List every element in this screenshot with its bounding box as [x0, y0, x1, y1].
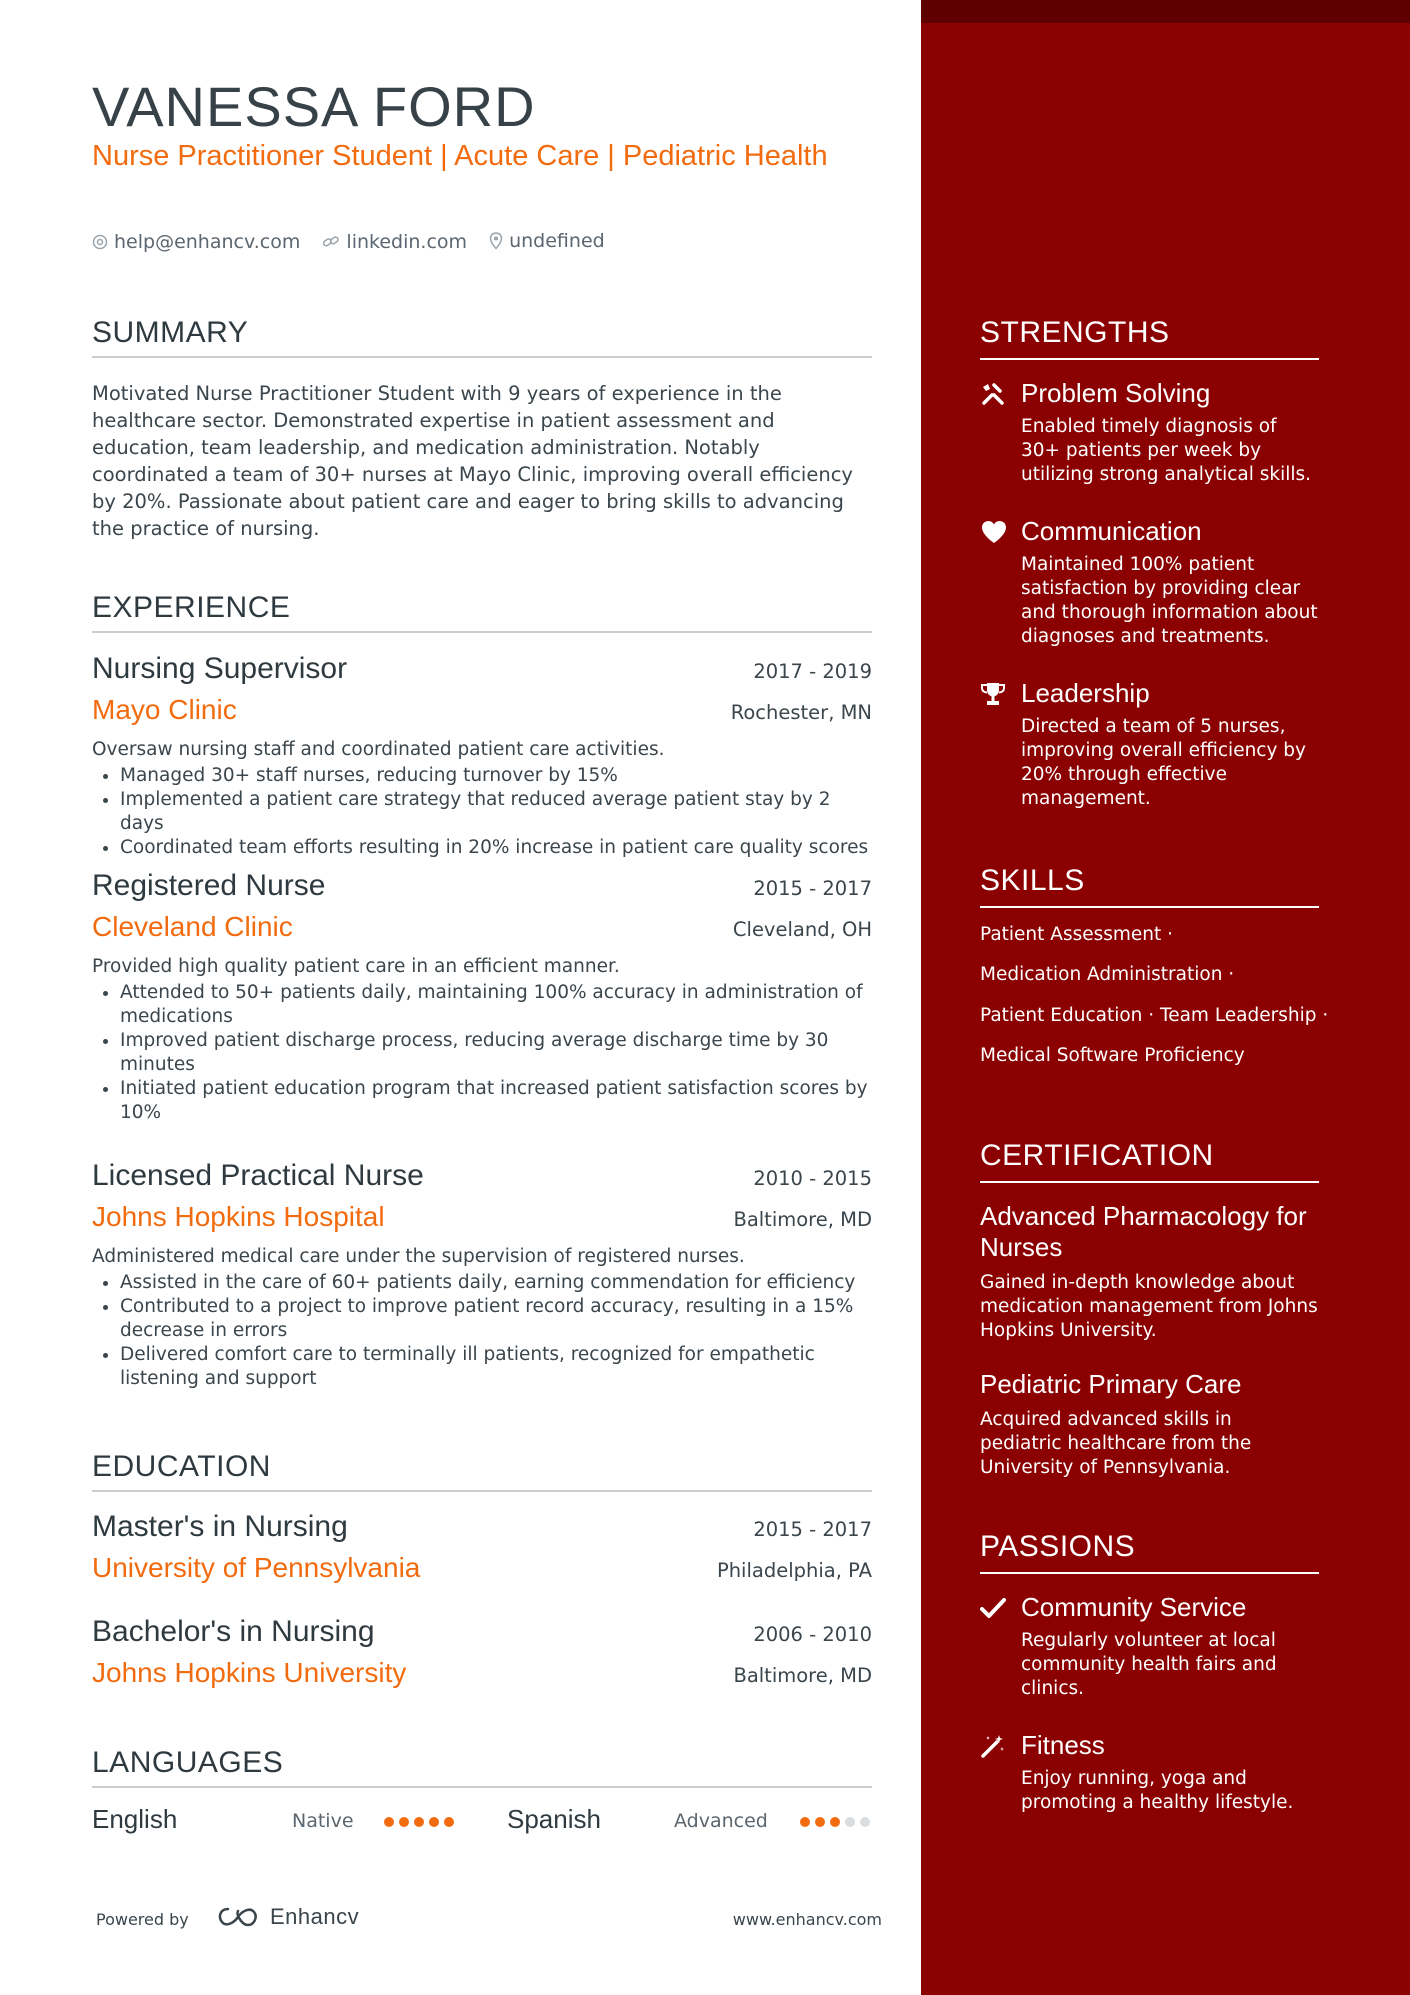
- job-company: Mayo Clinic: [92, 694, 237, 725]
- tools-icon: [980, 379, 1010, 409]
- powered-by-text: Powered by: [96, 1910, 189, 1929]
- rating-dot-empty: [845, 1817, 855, 1827]
- job-dates: 2017 - 2019: [753, 660, 872, 683]
- achievement-item: • Delivered comfort care to terminally ill patients, recognized for empathetic listening and support: [120, 1343, 872, 1391]
- skills-heading: SKILLS: [980, 864, 1319, 908]
- rating-dot-filled: [800, 1817, 810, 1827]
- achievement-item: • Managed 30+ staff nurses, reducing turnover by 15%: [120, 764, 872, 788]
- certification-description: Acquired advanced skills in pediatric healthcare from the University of Pennsylvania.: [980, 1409, 1252, 1478]
- achievement-item: • Coordinated team efforts resulting in 20% increase in patient care quality scores: [120, 836, 872, 860]
- trophy-icon: [980, 679, 1010, 709]
- strength-description: Directed a team of 5 nurses, improving overall efficiency by 20% through effective management.: [1021, 716, 1306, 809]
- languages-list: [92, 1804, 872, 1840]
- passion-item: [980, 1730, 1319, 1815]
- certification-description: Gained in-depth knowledge about medication management from Johns Hopkins University.: [980, 1272, 1318, 1341]
- passion-item: [980, 1592, 1319, 1701]
- job-achievements: [92, 981, 872, 1125]
- sidebar: [921, 0, 1410, 1995]
- passion-title: Fitness: [1021, 1730, 1105, 1760]
- email-contact[interactable]: [92, 231, 300, 253]
- language-level: Native: [292, 1810, 354, 1832]
- rating-dot-filled: [444, 1817, 454, 1827]
- education-dates: 2006 - 2010: [753, 1623, 872, 1646]
- strength-item: [980, 678, 1319, 811]
- check-icon: [980, 1593, 1010, 1623]
- job-company: Cleveland Clinic: [92, 911, 293, 942]
- job-dates: 2015 - 2017: [753, 877, 872, 900]
- job-location: Cleveland, OH: [732, 918, 872, 941]
- strength-title: Problem Solving: [1021, 378, 1211, 408]
- school-location: Baltimore, MD: [733, 1664, 872, 1687]
- language-rating: [384, 1817, 454, 1827]
- experience-item: [92, 652, 872, 860]
- rating-dot-filled: [830, 1817, 840, 1827]
- footer: [92, 1906, 882, 1936]
- strength-title: Leadership: [1021, 678, 1150, 708]
- rating-dot-filled: [414, 1817, 424, 1827]
- degree: Master's in Nursing: [92, 1510, 348, 1543]
- school-location: Philadelphia, PA: [716, 1559, 872, 1582]
- contact-info: [92, 230, 621, 255]
- passions-section: [980, 1530, 1319, 1574]
- skill-tag: Patient Assessment ·: [980, 924, 1174, 945]
- magic-wand-icon: [980, 1731, 1010, 1761]
- rating-dot-filled: [384, 1817, 394, 1827]
- location-pin-icon: [489, 232, 503, 250]
- passion-description: Enjoy running, yoga and promoting a healthy lifestyle.: [1021, 1768, 1294, 1813]
- heart-icon: [980, 517, 1010, 547]
- experience-item: [92, 1159, 872, 1391]
- certification-heading: CERTIFICATION: [980, 1139, 1319, 1183]
- job-company: Johns Hopkins Hospital: [92, 1201, 385, 1232]
- language-level: Advanced: [674, 1810, 768, 1832]
- linkedin-text: linkedin.com: [346, 231, 468, 253]
- education-item: [92, 1510, 872, 1584]
- achievement-item: • Contributed to a project to improve patient record accuracy, resulting in a 15% decrease in errors: [120, 1295, 872, 1343]
- email-text: help@enhancv.com: [114, 231, 301, 253]
- experience-item: [92, 869, 872, 1125]
- sidebar-top-bar: [921, 0, 1410, 23]
- skill-tag: Patient Education · Team Leadership ·: [980, 1005, 1329, 1026]
- language-name: Spanish: [507, 1804, 601, 1834]
- strengths-section: [980, 316, 1319, 360]
- achievement-item: • Implemented a patient care strategy that reduced average patient stay by 2 days: [120, 788, 872, 836]
- summary-text: Motivated Nurse Practitioner Student with 9 years of experience in the healthcare sector. Demonstrated expertise in patient assessment and education, team leadership, and medication administration. Notably coordinated a team of 30+ nurses at Mayo Clinic, improving overall efficiency by 20%. Passionate about patient care and eager to bring skills to advancing the practice of nursing.: [92, 382, 853, 540]
- job-achievements: [92, 1271, 872, 1391]
- rating-dot-filled: [429, 1817, 439, 1827]
- rating-dot-filled: [399, 1817, 409, 1827]
- certification-section: [980, 1139, 1319, 1183]
- education-heading: EDUCATION: [92, 1450, 872, 1492]
- passion-title: Community Service: [1021, 1592, 1247, 1622]
- achievement-item: • Attended to 50+ patients daily, maintaining 100% accuracy in administration of medications: [120, 981, 872, 1029]
- job-dates: 2010 - 2015: [753, 1167, 872, 1190]
- brand-name: Enhancv: [270, 1904, 360, 1929]
- job-achievements: [92, 764, 872, 860]
- skill-tag: Medical Software Proficiency: [980, 1045, 1245, 1066]
- location-contact: [489, 230, 605, 252]
- language-rating: [800, 1817, 870, 1827]
- strength-item: [980, 516, 1319, 649]
- certification-title: Advanced Pharmacology for Nurses: [980, 1201, 1307, 1262]
- certification-title: Pediatric Primary Care: [980, 1369, 1242, 1399]
- strength-description: Enabled timely diagnosis of 30+ patients per week by utilizing strong analytical skills.: [1021, 416, 1312, 485]
- achievement-item: • Improved patient discharge process, reducing average discharge time by 30 minutes: [120, 1029, 872, 1077]
- enhancv-logo[interactable]: [214, 1904, 359, 1930]
- languages-heading: LANGUAGES: [92, 1746, 872, 1788]
- experience-heading: EXPERIENCE: [92, 591, 872, 633]
- link-icon: [322, 234, 340, 250]
- job-location: Baltimore, MD: [733, 1208, 872, 1231]
- language-name: English: [92, 1804, 178, 1834]
- school: Johns Hopkins University: [92, 1657, 407, 1688]
- certification-item: [980, 1201, 1319, 1343]
- job-description: Provided high quality patient care in an efficient manner.: [92, 956, 620, 977]
- strength-item: [980, 378, 1319, 487]
- rating-dot-empty: [860, 1817, 870, 1827]
- strength-title: Communication: [1021, 516, 1202, 546]
- job-role: Registered Nurse: [92, 869, 326, 902]
- skill-tag: Medication Administration ·: [980, 964, 1235, 985]
- job-description: Oversaw nursing staff and coordinated patient care activities.: [92, 739, 665, 760]
- job-description: Administered medical care under the supervision of registered nurses.: [92, 1246, 745, 1267]
- enhancv-logo-icon: [214, 1905, 262, 1929]
- strengths-heading: STRENGTHS: [980, 316, 1319, 360]
- summary-heading: SUMMARY: [92, 316, 872, 358]
- skills-section: [980, 864, 1329, 1066]
- degree: Bachelor's in Nursing: [92, 1615, 375, 1648]
- education-dates: 2015 - 2017: [753, 1518, 872, 1541]
- passions-heading: PASSIONS: [980, 1530, 1319, 1574]
- headline: Nurse Practitioner Student | Acute Care | Pediatric Health: [92, 140, 828, 172]
- job-role: Nursing Supervisor: [92, 652, 348, 685]
- passion-description: Regularly volunteer at local community health fairs and clinics.: [1021, 1630, 1277, 1699]
- strength-description: Maintained 100% patient satisfaction by providing clear and thorough information about diagnoses and treatments.: [1021, 554, 1318, 647]
- certification-item: [980, 1369, 1319, 1480]
- job-role: Licensed Practical Nurse: [92, 1159, 424, 1192]
- location-text: undefined: [509, 230, 605, 252]
- candidate-name: VANESSA FORD: [92, 75, 536, 138]
- rating-dot-filled: [815, 1817, 825, 1827]
- job-location: Rochester, MN: [730, 701, 872, 724]
- linkedin-contact[interactable]: [322, 231, 467, 253]
- achievement-item: • Assisted in the care of 60+ patients daily, earning commendation for efficiency: [120, 1271, 872, 1295]
- website-link[interactable]: www.enhancv.com: [732, 1910, 882, 1929]
- achievement-item: • Initiated patient education program that increased patient satisfaction scores by 10%: [120, 1077, 872, 1125]
- at-icon: [92, 234, 108, 250]
- school: University of Pennsylvania: [92, 1552, 421, 1583]
- education-item: [92, 1615, 872, 1689]
